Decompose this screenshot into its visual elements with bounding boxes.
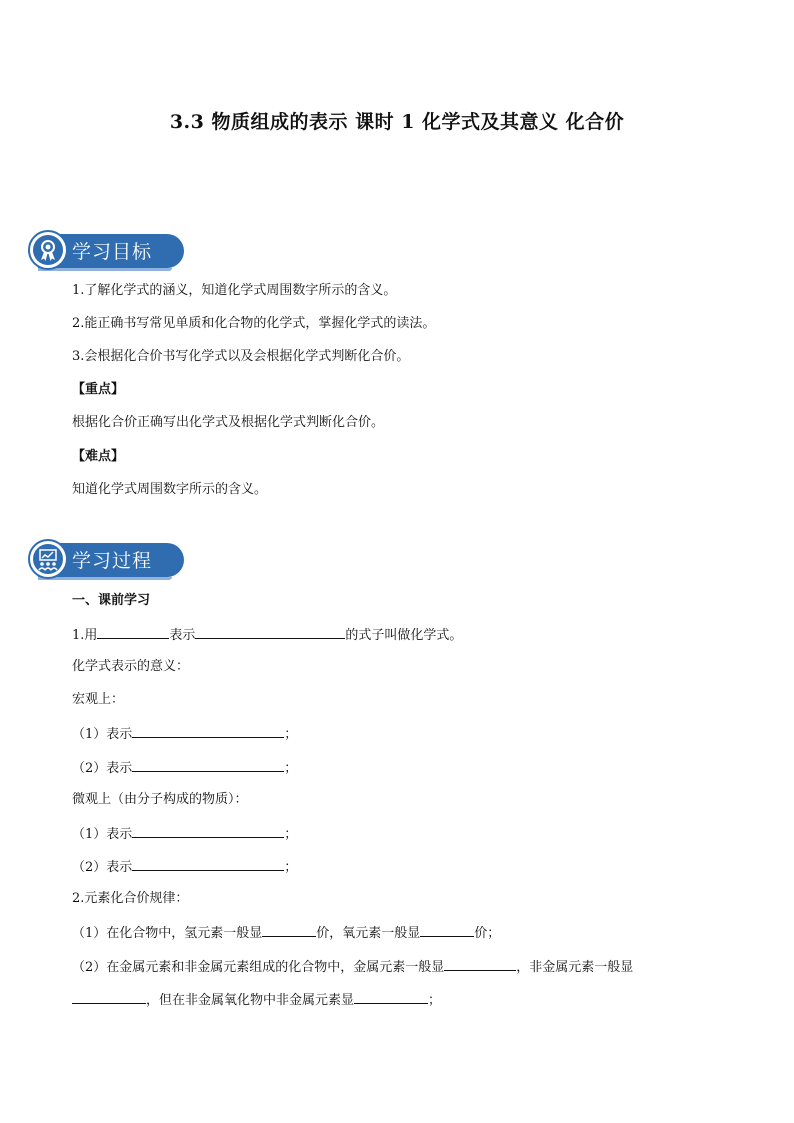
fill-blank[interactable] [132,757,284,772]
award-ribbon-icon [33,235,63,265]
fill-blank[interactable] [132,823,284,838]
macro-label: 宏观上： [72,692,125,707]
section-heading: 学习过程 [72,550,153,572]
section-heading: 学习目标 [72,241,153,263]
fill-blank[interactable] [97,624,169,639]
micro-label: 微观上（由分子构成的物质）： [72,792,248,807]
difficulty-text: 知道化学式周围数字所示的含义。 [72,482,268,497]
key-text: 根据化合价正确写出化学式及根据化学式判断化合价。 [72,415,385,430]
macro-item-1: （1）表示 ； [72,723,297,745]
micro-item-2: （2）表示 ； [72,856,297,878]
question-1: 1.用 表示 的式子叫做化学式。 [72,624,462,646]
key-label: 【重点】 [72,382,125,397]
fill-blank[interactable] [132,856,284,871]
goal-item: 3.会根据化合价书写化学式以及会根据化学式判断化合价。 [72,349,410,364]
rule-2-line-1: （2）在金属元素和非金属元素组成的化合物中，金属元素一般显 ，非金属元素一般显 [72,956,633,978]
presentation-chart-icon [33,544,63,574]
fill-blank[interactable] [444,956,516,971]
sub-heading: 一、课前学习 [72,593,151,608]
fill-blank[interactable] [262,922,316,937]
macro-item-2: （2）表示 ； [72,757,297,779]
rule-2-line-2: ，但在非金属氧化物中非金属元素显 ； [72,989,441,1011]
rule-1: （1）在化合物中，氢元素一般显 价，氧元素一般显 价； [72,922,500,944]
difficulty-label: 【难点】 [72,449,125,464]
fill-blank[interactable] [420,922,474,937]
question-2: 2.元素化合价规律： [72,891,189,906]
goal-item: 2.能正确书写常见单质和化合物的化学式，掌握化学式的读法。 [72,316,436,331]
section-banner-process [28,539,184,581]
fill-blank[interactable] [195,624,345,639]
section-banner-goals [28,230,184,272]
fill-blank[interactable] [354,989,428,1004]
page-title: 3.3 物质组成的表示 课时 1 化学式及其意义 化合价 [169,111,625,133]
fill-blank[interactable] [132,723,284,738]
fill-blank[interactable] [72,989,146,1004]
micro-item-1: （1）表示 ； [72,823,297,845]
goal-item: 1.了解化学式的涵义，知道化学式周围数字所示的含义。 [72,283,397,298]
meaning-intro: 化学式表示的意义： [72,659,190,674]
